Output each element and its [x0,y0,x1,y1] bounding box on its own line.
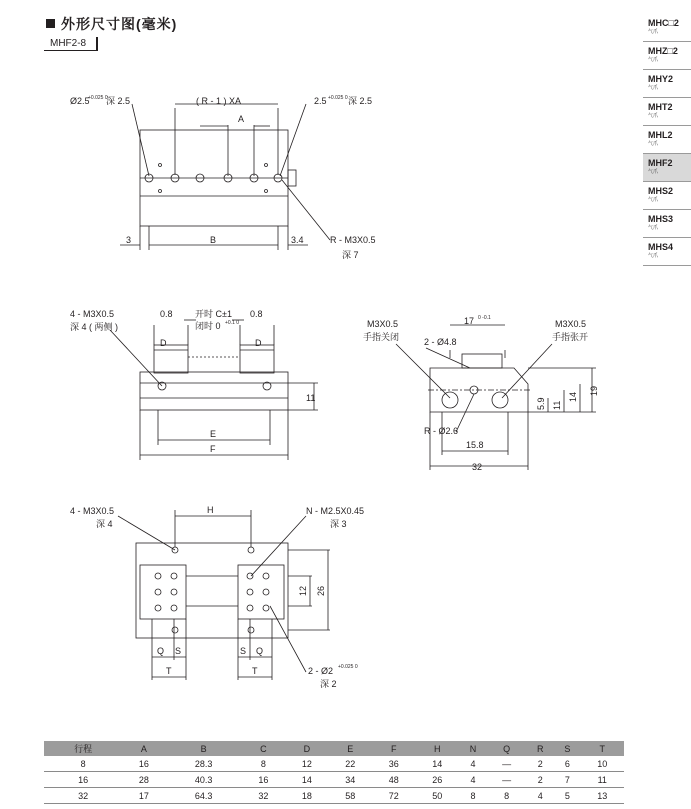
svg-text:D: D [160,338,167,348]
svg-text:11: 11 [552,400,562,410]
svg-text:手指张开: 手指张开 [552,332,589,342]
svg-text:5.9: 5.9 [536,397,546,410]
svg-text:开时 C±1: 开时 C±1 [195,309,232,319]
top-view [70,95,376,260]
svg-text:11: 11 [306,393,316,403]
svg-text:深 2.5: 深 2.5 [348,96,373,106]
svg-text:0.8: 0.8 [160,309,173,319]
sidebar-item-mht2[interactable]: MHT2 气爪 [643,98,691,126]
table-row: 32 17 64.3 32 18 58 72 50 8 8 4 5 13 [44,788,624,804]
dim-a-label: A [238,114,245,124]
svg-text:3: 3 [126,235,132,245]
sidebar-item-mhf2[interactable]: MHF2 气爪 [643,154,691,182]
svg-text:D: D [255,338,262,348]
svg-text:深 3: 深 3 [330,519,347,529]
sidebar-item-mhs3[interactable]: MHS3 气爪 [643,210,691,238]
svg-text:F: F [210,444,216,454]
dim-b-label: B [210,235,217,245]
svg-text:17: 17 [464,316,475,326]
sidebar-item-mhy2[interactable]: MHY2 气爪 [643,70,691,98]
svg-text:闭时 0: 闭时 0 [195,321,221,331]
svg-text:S: S [175,646,182,656]
svg-text:4 - M3X0.5: 4 - M3X0.5 [70,506,115,516]
svg-text:19: 19 [589,385,599,396]
svg-text:T: T [252,666,258,676]
table-header-row: 行程 A B C D E F H N Q R S T [44,741,624,756]
front-left-finger [154,345,188,373]
dim-h-label: H [207,505,214,515]
sidebar-item-mhs4[interactable]: MHS4 气爪 [643,238,691,266]
front-view [70,308,318,460]
r-xa-label: ( R - 1 ) XA [196,96,242,106]
bottom-view-body [136,543,288,638]
svg-text:26: 26 [316,585,326,596]
table-row: 16 28 40.3 16 14 34 48 26 4 — 2 7 11 [44,772,624,788]
svg-text:M3X0.5: M3X0.5 [367,319,399,329]
dimension-table [44,741,624,804]
svg-text:2 - Ø2: 2 - Ø2 [308,666,334,676]
svg-text:T: T [166,666,172,676]
svg-text:深 4 ( 两侧 ): 深 4 ( 两侧 ) [70,322,119,332]
model-tag: MHF2-8 [44,37,98,51]
svg-text:Q: Q [157,646,165,656]
svg-text:12: 12 [298,585,308,596]
svg-text:+0.025 0: +0.025 0 [88,95,108,101]
sidebar-item-mhz2[interactable]: MHZ□2 气爪 [643,42,691,70]
svg-text:0.8: 0.8 [250,309,263,319]
svg-text:15.8: 15.8 [466,440,484,450]
svg-text:0 -0.1: 0 -0.1 [478,315,491,321]
svg-text:N - M2.5X0.45: N - M2.5X0.45 [306,506,365,516]
svg-text:Q: Q [256,646,264,656]
bottom-left-finger [140,565,186,619]
svg-text:R - Ø2.6: R - Ø2.6 [424,426,459,436]
svg-text:深 4: 深 4 [96,519,113,529]
svg-text:R - M3X0.5: R - M3X0.5 [330,235,376,245]
svg-text:手指关闭: 手指关闭 [363,332,400,342]
page-title-text: 外形尺寸图(毫米) [61,16,178,32]
svg-text:深 2: 深 2 [320,679,337,689]
svg-text:3.4: 3.4 [291,235,304,245]
sidebar-item-mhl2[interactable]: MHL2 气爪 [643,126,691,154]
svg-text:32: 32 [472,462,483,472]
svg-text:深 2.5: 深 2.5 [106,96,131,106]
svg-text:2.5: 2.5 [314,96,327,106]
svg-text:S: S [240,646,247,656]
sidebar-item-mhs2[interactable]: MHS2 气爪 [643,182,691,210]
svg-text:14: 14 [568,391,578,402]
svg-text:E: E [210,429,217,439]
front-right-finger [240,345,274,373]
svg-text:M3X0.5: M3X0.5 [555,319,587,329]
bottom-right-finger [238,565,284,619]
top-pin-left-label: Ø2.5 [70,96,90,106]
bottom-view [70,505,364,689]
sidebar-item-mhc2[interactable]: MHC□2 气爪 [643,14,691,42]
svg-text:+0.1 0: +0.1 0 [225,320,240,326]
table-row: 8 16 28.3 8 12 22 36 14 4 — 2 6 10 [44,756,624,772]
side-view [363,315,599,472]
svg-text:深 7: 深 7 [342,250,359,260]
front-view-body [140,372,288,410]
svg-text:4 - M3X0.5: 4 - M3X0.5 [70,309,115,319]
svg-text:+0.025 0: +0.025 0 [328,95,348,101]
svg-text:2 - Ø4.8: 2 - Ø4.8 [424,337,457,347]
svg-text:+0.025 0: +0.025 0 [338,664,358,670]
